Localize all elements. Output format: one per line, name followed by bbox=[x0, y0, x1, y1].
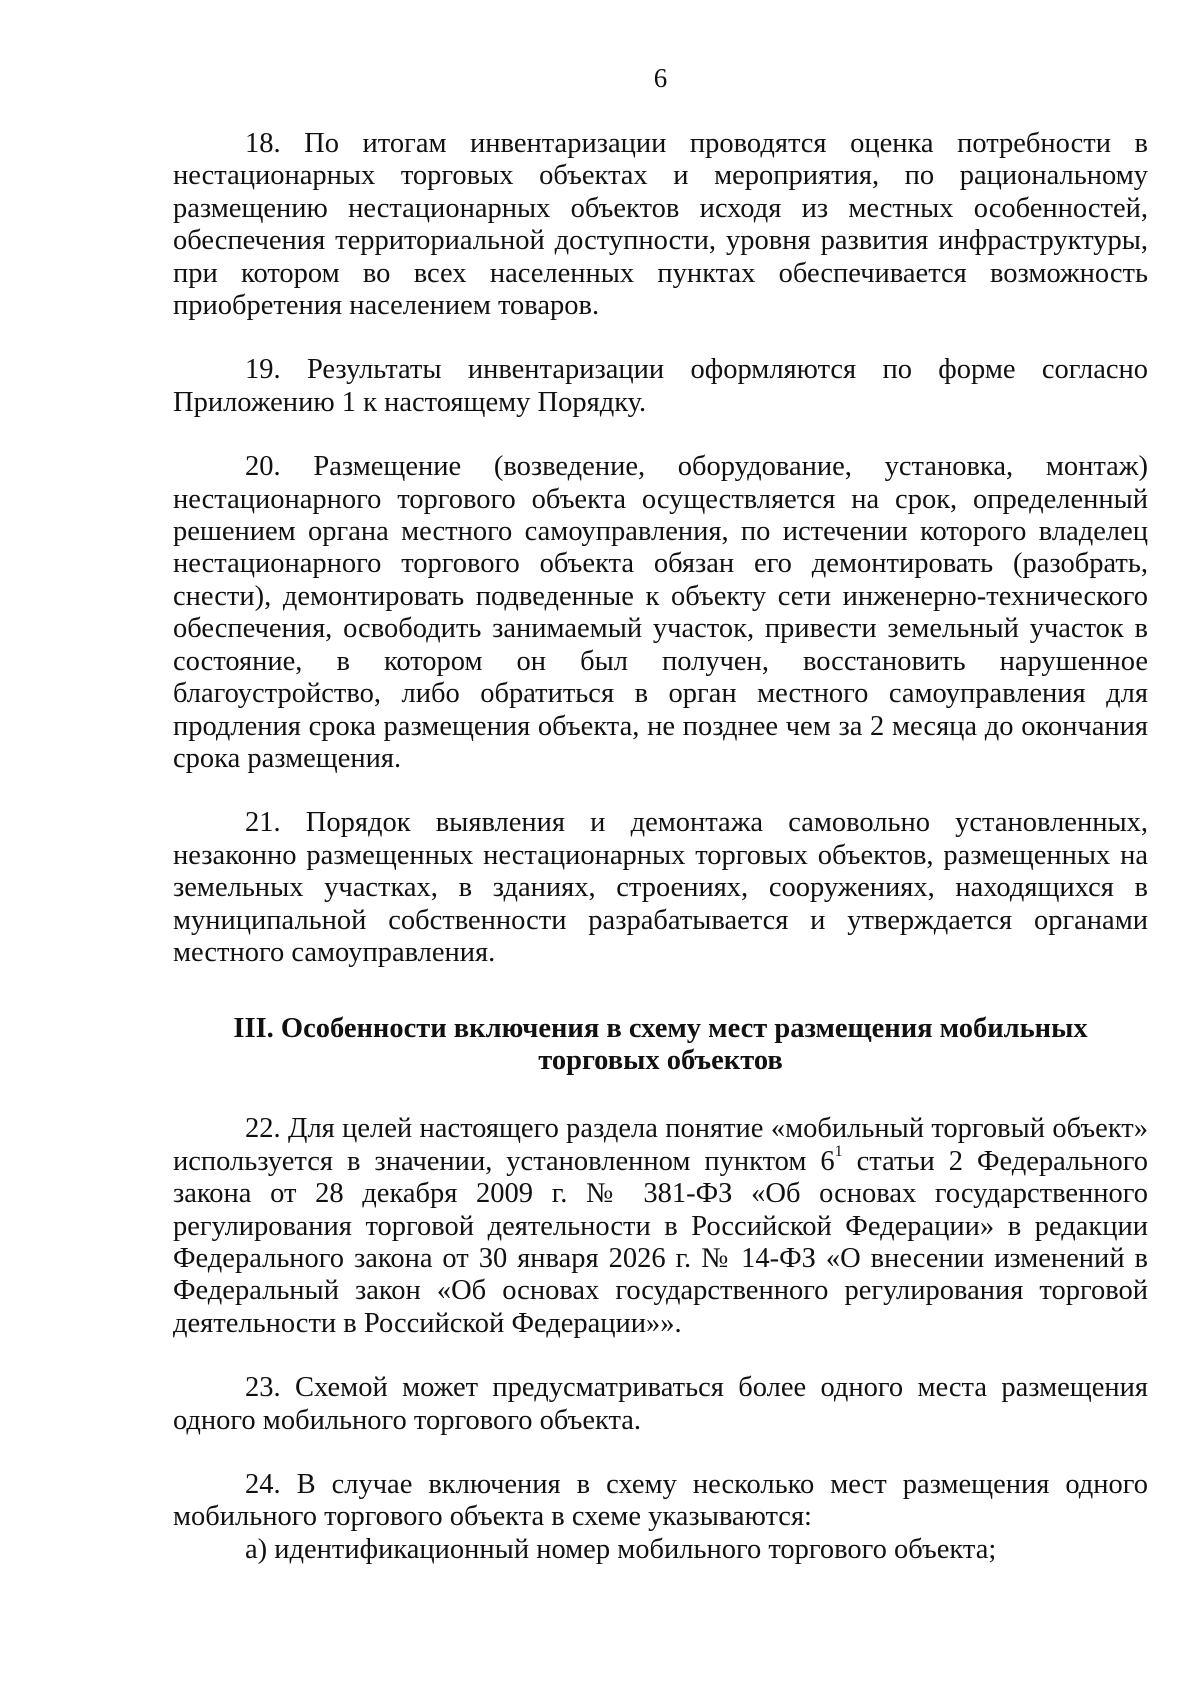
document-page bbox=[173, 62, 1148, 1566]
section-title-line-2: торговых объектов bbox=[538, 1045, 783, 1077]
paragraph-20: 20. Размещение (возведение, оборудование, установка, монтаж) нестационарного торгового объекта осуществляется на срок, определенный решением органа местного самоуправления, по истечении которого владелец нестационарного торгового объекта обязан его демонтировать (разобрать, снести), демонтировать подведенные к объекту сети инженерно-технического обеспечения, освободить занимаемый участок, привести земельный участок в состояние, в котором он был получен, восстановить нарушенное благоустройство, либо обратиться в орган местного самоуправления для продления срока размещения объекта, не позднее чем за 2 месяца до окончания срока размещения. bbox=[173, 451, 1148, 774]
paragraph-24-item-a: а) идентификационный номер мобильного торгового объекта; bbox=[245, 1533, 997, 1565]
paragraph-23: 23. Схемой может предусматриваться более одного места размещения одного мобильного торгового объекта. bbox=[173, 1372, 1148, 1436]
page-number: 6 bbox=[653, 63, 668, 93]
paragraph-22-text-start: 22. Для целей настоящего раздела понятие «мобильный торговый объект» используется в значении, установленном пунктом 6 bbox=[173, 1113, 1148, 1177]
paragraph-21: 21. Порядок выявления и демонтажа самовольно установленных, незаконно размещенных нестационарных торговых объектов, размещенных на земельных участках, в зданиях, строениях, сооружениях, находящихся в муниципальной собственности разрабатывается и утверждается органами местного самоуправления. bbox=[173, 807, 1148, 968]
section-title bbox=[173, 1013, 1148, 1077]
section-title-line-1: III. Особенности включения в схему мест размещения мобильных bbox=[233, 1013, 1088, 1045]
paragraph-19: 19. Результаты инвентаризации оформляются по форме согласно Приложению 1 к настоящему Порядку. bbox=[173, 354, 1148, 418]
paragraph-18: 18. По итогам инвентаризации проводятся оценка потребности в нестационарных торговых объектах и мероприятия, по рациональному размещению нестационарных объектов исходя из местных особенностей, обеспечения территориальной доступности, уровня развития инфраструктуры, при котором во всех населенных пунктах обеспечивается возможность приобретения населением товаров. bbox=[173, 128, 1148, 322]
paragraph-24: 24. В случае включения в схему несколько мест размещения одного мобильного торгового объекта в схеме указываются: bbox=[173, 1469, 1148, 1533]
paragraph-22-superscript: 1 bbox=[834, 1142, 843, 1160]
paragraph-22-text-end: статьи 2 Федерального закона от 28 декабря 2009 г. № 381-ФЗ «Об основах государственного регулирования торговой деятельности в Российской Федерации» в редакции Федерального закона от 30 января 2026 г. № 14-ФЗ «О внесении изменений в Федеральный закон «Об основах государственного регулирования торговой деятельности в Российской Федерации»». bbox=[173, 1145, 1148, 1339]
paragraph-22 bbox=[173, 1113, 1148, 1340]
